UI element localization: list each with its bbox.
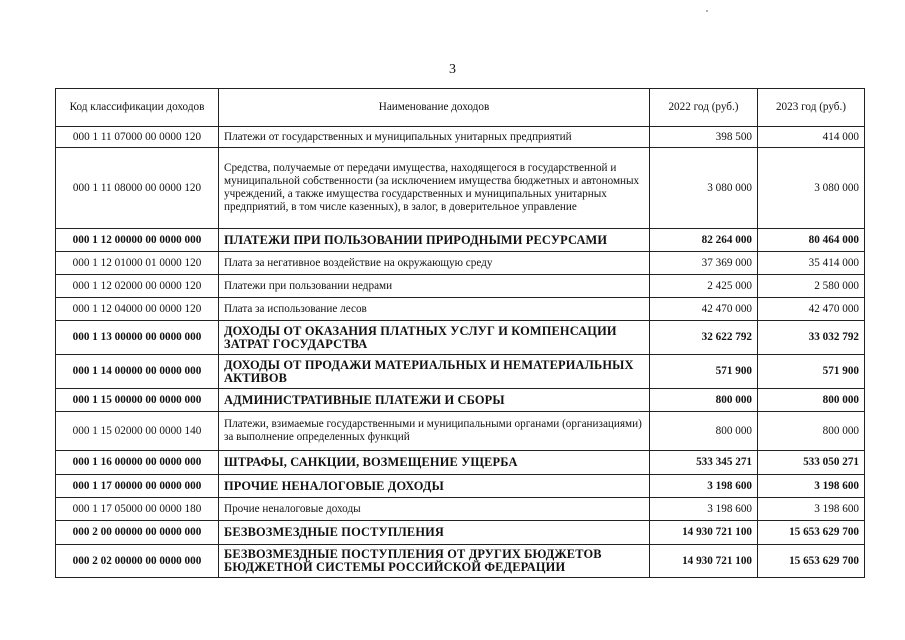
table-row <box>56 298 865 321</box>
revenue-table <box>55 88 865 578</box>
table-row <box>56 498 865 521</box>
cell-2022: 3 198 600 <box>650 498 758 521</box>
header-name: Наименование доходов <box>219 89 650 127</box>
cell-code: 000 1 17 05000 00 0000 180 <box>56 498 219 521</box>
table-row <box>56 389 865 412</box>
cell-2022: 533 345 271 <box>650 451 758 475</box>
cell-2023: 533 050 271 <box>758 451 865 475</box>
cell-2023: 414 000 <box>758 127 865 148</box>
cell-2023: 42 470 000 <box>758 298 865 321</box>
table-row <box>56 252 865 275</box>
cell-code: 000 1 11 07000 00 0000 120 <box>56 127 219 148</box>
cell-name: АДМИНИСТРАТИВНЫЕ ПЛАТЕЖИ И СБОРЫ <box>219 389 650 412</box>
cell-2023: 33 032 792 <box>758 321 865 355</box>
header-2022: 2022 год (руб.) <box>650 89 758 127</box>
cell-name: ПРОЧИЕ НЕНАЛОГОВЫЕ ДОХОДЫ <box>219 475 650 498</box>
table-row <box>56 321 865 355</box>
cell-2022: 37 369 000 <box>650 252 758 275</box>
cell-code: 000 1 13 00000 00 0000 000 <box>56 321 219 355</box>
cell-2023: 3 198 600 <box>758 498 865 521</box>
scan-speck <box>706 10 708 12</box>
cell-2022: 14 930 721 100 <box>650 521 758 545</box>
header-row <box>56 89 865 127</box>
cell-name: ДОХОДЫ ОТ ОКАЗАНИЯ ПЛАТНЫХ УСЛУГ И КОМПЕНСАЦИИ ЗАТРАТ ГОСУДАРСТВА <box>219 321 650 355</box>
table-row <box>56 412 865 451</box>
cell-code: 000 1 12 02000 00 0000 120 <box>56 275 219 298</box>
cell-2023: 3 080 000 <box>758 148 865 229</box>
cell-2022: 398 500 <box>650 127 758 148</box>
table-row <box>56 475 865 498</box>
table-row <box>56 148 865 229</box>
cell-2022: 3 198 600 <box>650 475 758 498</box>
table-row <box>56 355 865 389</box>
table-row <box>56 451 865 475</box>
cell-2023: 800 000 <box>758 412 865 451</box>
table-row <box>56 127 865 148</box>
cell-2023: 800 000 <box>758 389 865 412</box>
cell-code: 000 1 12 04000 00 0000 120 <box>56 298 219 321</box>
cell-code: 000 1 14 00000 00 0000 000 <box>56 355 219 389</box>
cell-name: ПЛАТЕЖИ ПРИ ПОЛЬЗОВАНИИ ПРИРОДНЫМИ РЕСУРСАМИ <box>219 229 650 252</box>
cell-name: Платежи от государственных и муниципальных унитарных предприятий <box>219 127 650 148</box>
cell-2023: 80 464 000 <box>758 229 865 252</box>
cell-name: Платежи при пользовании недрами <box>219 275 650 298</box>
cell-name: Плата за негативное воздействие на окружающую среду <box>219 252 650 275</box>
cell-code: 000 1 17 00000 00 0000 000 <box>56 475 219 498</box>
cell-name: Плата за использование лесов <box>219 298 650 321</box>
cell-2022: 42 470 000 <box>650 298 758 321</box>
cell-name: БЕЗВОЗМЕЗДНЫЕ ПОСТУПЛЕНИЯ <box>219 521 650 545</box>
header-code: Код классификации доходов <box>56 89 219 127</box>
table-row <box>56 521 865 545</box>
table-row <box>56 229 865 252</box>
table-body <box>56 127 865 578</box>
page-number: 3 <box>449 62 456 77</box>
cell-name: ШТРАФЫ, САНКЦИИ, ВОЗМЕЩЕНИЕ УЩЕРБА <box>219 451 650 475</box>
cell-2022: 571 900 <box>650 355 758 389</box>
cell-name: БЕЗВОЗМЕЗДНЫЕ ПОСТУПЛЕНИЯ ОТ ДРУГИХ БЮДЖЕТОВ БЮДЖЕТНОЙ СИСТЕМЫ РОССИЙСКОЙ ФЕДЕРАЦИИ <box>219 545 650 578</box>
cell-code: 000 1 16 00000 00 0000 000 <box>56 451 219 475</box>
cell-code: 000 1 15 00000 00 0000 000 <box>56 389 219 412</box>
cell-2023: 3 198 600 <box>758 475 865 498</box>
cell-2022: 82 264 000 <box>650 229 758 252</box>
header-2023: 2023 год (руб.) <box>758 89 865 127</box>
cell-2022: 3 080 000 <box>650 148 758 229</box>
cell-2022: 32 622 792 <box>650 321 758 355</box>
cell-2023: 15 653 629 700 <box>758 545 865 578</box>
cell-2023: 35 414 000 <box>758 252 865 275</box>
cell-2022: 14 930 721 100 <box>650 545 758 578</box>
cell-code: 000 1 11 08000 00 0000 120 <box>56 148 219 229</box>
table-row <box>56 545 865 578</box>
cell-2022: 800 000 <box>650 412 758 451</box>
table-header <box>56 89 865 127</box>
cell-name: ДОХОДЫ ОТ ПРОДАЖИ МАТЕРИАЛЬНЫХ И НЕМАТЕРИАЛЬНЫХ АКТИВОВ <box>219 355 650 389</box>
cell-name: Прочие неналоговые доходы <box>219 498 650 521</box>
cell-code: 000 2 00 00000 00 0000 000 <box>56 521 219 545</box>
cell-name: Средства, получаемые от передачи имущества, находящегося в государственной и муниципальной собственности (за исключением имущества бюджетных и автономных учреждений, а также имущества государственных и муниципальных унитарных предприятий, в том числе казенных), в залог, в доверительное управление <box>219 148 650 229</box>
cell-code: 000 1 12 00000 00 0000 000 <box>56 229 219 252</box>
cell-2023: 2 580 000 <box>758 275 865 298</box>
cell-2022: 2 425 000 <box>650 275 758 298</box>
cell-2022: 800 000 <box>650 389 758 412</box>
cell-code: 000 2 02 00000 00 0000 000 <box>56 545 219 578</box>
cell-code: 000 1 15 02000 00 0000 140 <box>56 412 219 451</box>
cell-code: 000 1 12 01000 01 0000 120 <box>56 252 219 275</box>
cell-2023: 15 653 629 700 <box>758 521 865 545</box>
table-row <box>56 275 865 298</box>
cell-name: Платежи, взимаемые государственными и муниципальными органами (организациями) за выполнение определенных функций <box>219 412 650 451</box>
cell-2023: 571 900 <box>758 355 865 389</box>
